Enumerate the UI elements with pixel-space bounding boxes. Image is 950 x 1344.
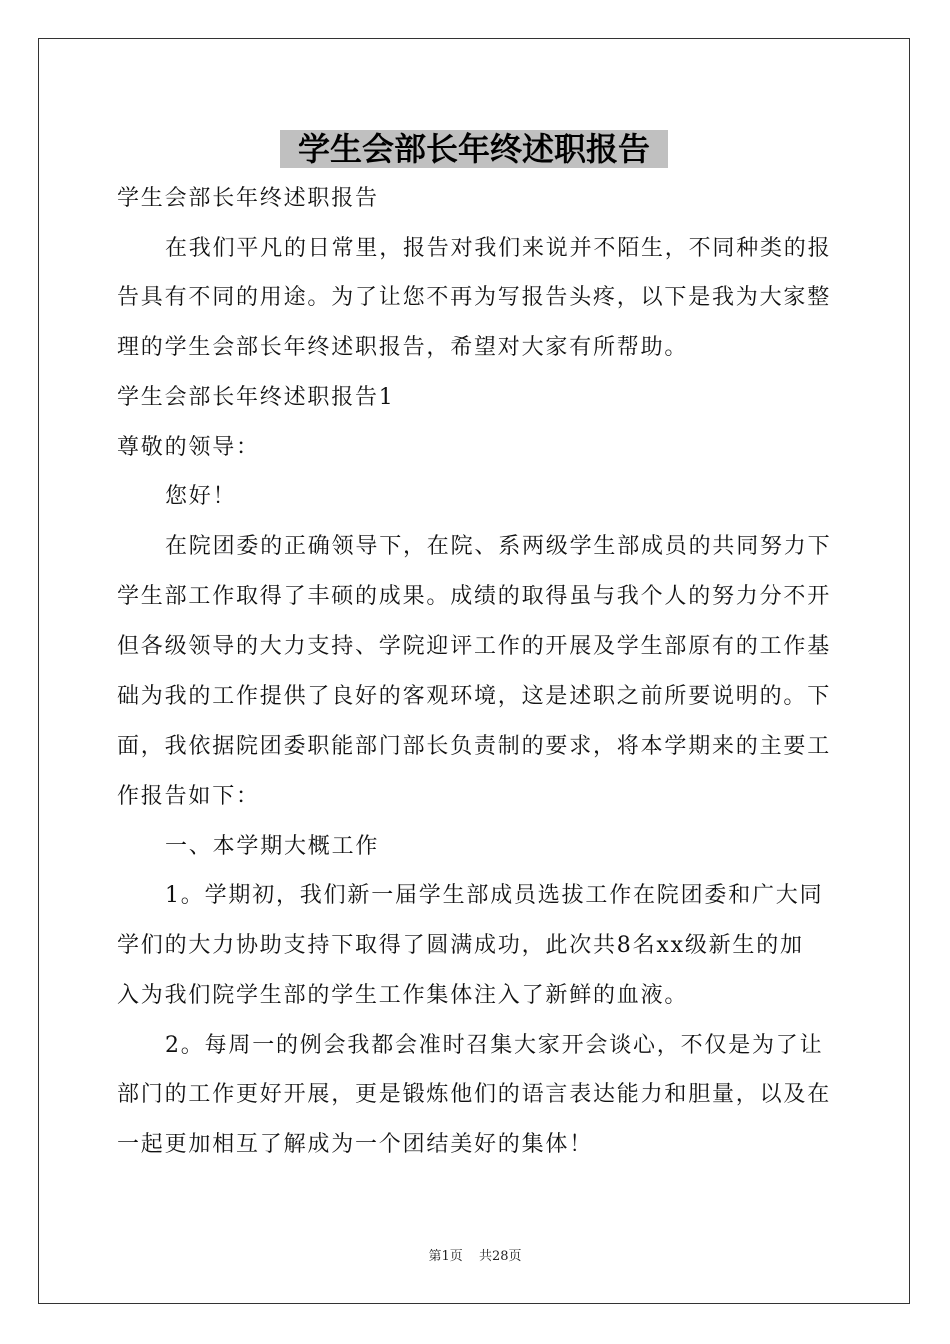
text-line: 学们的大力协助支持下取得了圆满成功，此次共8名xx级新生的加 <box>117 933 804 958</box>
text-line: 1。学期初，我们新一届学生部成员选拔工作在院团委和广大同 <box>165 883 824 908</box>
text-line: 学生会部长年终述职报告 <box>117 186 379 211</box>
text-line: 2。每周一的例会我都会准时召集大家开会谈心，不仅是为了让 <box>165 1033 824 1058</box>
text-line: 面，我依据院团委职能部门部长负责制的要求，将本学期来的主要工 <box>117 734 832 759</box>
text-line: 在我们平凡的日常里，报告对我们来说并不陌生，不同种类的报 <box>165 236 832 261</box>
page-border <box>38 38 910 1304</box>
text-line: 学生会部长年终述职报告1 <box>117 385 395 410</box>
text-line: 您好！ <box>165 484 237 509</box>
page-footer <box>0 1245 950 1264</box>
text-line: 但各级领导的大力支持、学院迎评工作的开展及学生部原有的工作基 <box>117 634 832 659</box>
page-total: 共28页 <box>478 1249 522 1264</box>
text-line: 理的学生会部长年终述职报告，希望对大家有所帮助。 <box>117 335 689 360</box>
page-number: 第1页 <box>428 1249 463 1264</box>
text-line: 作报告如下： <box>117 784 260 809</box>
text-line: 一起更加相互了解成为一个团结美好的集体！ <box>117 1132 594 1157</box>
text-line: 告具有不同的用途。为了让您不再为写报告头疼，以下是我为大家整 <box>117 285 832 310</box>
text-line: 一、本学期大概工作 <box>165 834 380 859</box>
text-line: 入为我们院学生部的学生工作集体注入了新鲜的血液。 <box>117 983 689 1008</box>
text-line: 学生部工作取得了丰硕的成果。成绩的取得虽与我个人的努力分不开 <box>117 584 832 609</box>
text-line: 部门的工作更好开展，更是锻炼他们的语言表达能力和胆量，以及在 <box>117 1082 832 1107</box>
text-line: 础为我的工作提供了良好的客观环境，这是述职之前所要说明的。下 <box>117 684 832 709</box>
text-line: 在院团委的正确领导下，在院、系两级学生部成员的共同努力下 <box>165 534 832 559</box>
text-line: 尊敬的领导： <box>117 435 260 460</box>
document-title: 学生会部长年终述职报告 <box>280 130 668 168</box>
